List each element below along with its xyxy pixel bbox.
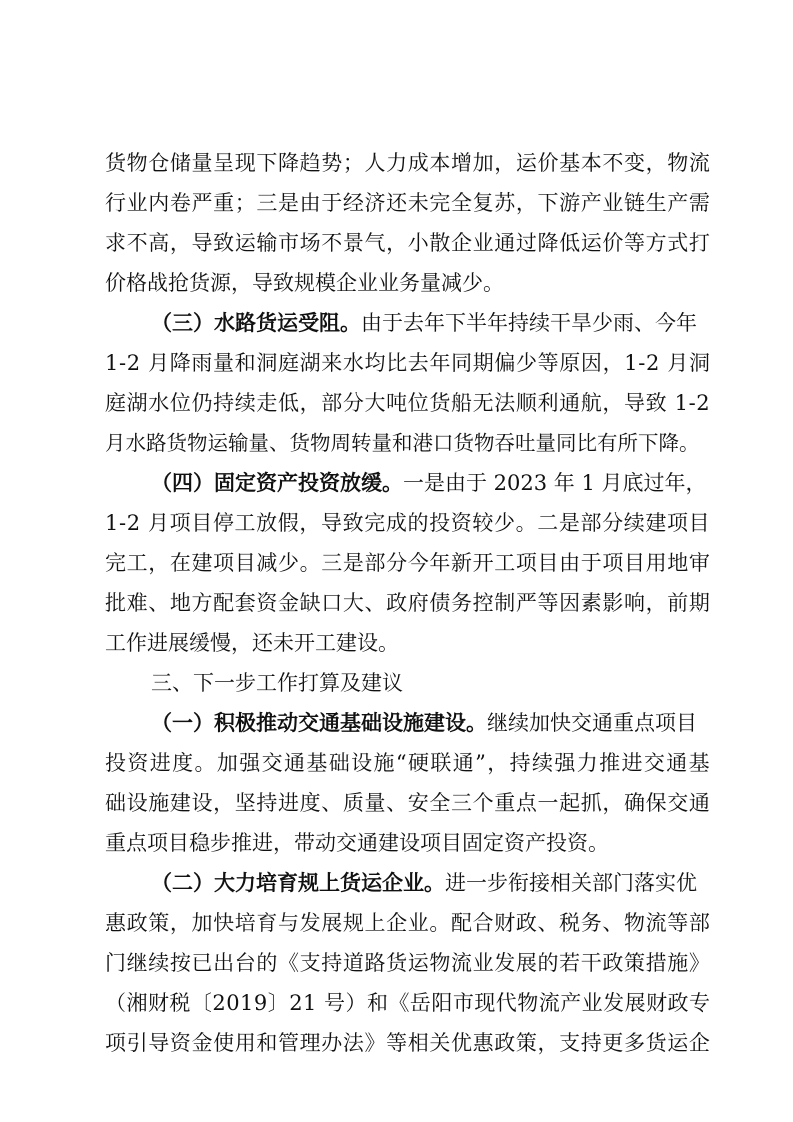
chapter-heading: 三、下一步工作打算及建议	[151, 671, 403, 695]
text-line: 础 设 施 建 设 ， 坚 持 进 度 、 质 量 、 安 全 三 个 重 点 一 起 抓 ， 确 保 交 通	[105, 791, 710, 815]
text-line: （ 湘 财 税 〔 2 0 1 9 〕 2 1 号 ） 和 《 岳 阳 市 现 代 物 流 产 业 发 展 财 政 专	[105, 991, 710, 1015]
section-heading: （三）水路货运受阻。	[151, 311, 361, 335]
text-line: 价格战抢货源，导致规模企业业务量减少。	[105, 271, 504, 295]
text-line: 批 难 、 地 方 配 套 资 金 缺 口 大 、 政 府 债 务 控 制 严 等 因 素 影 响 ， 前 期	[105, 591, 710, 615]
paragraph-6	[105, 863, 710, 1063]
text-line: 门 继 续 按 已 出 台 的 《 支 持 道 路 货 运 物 流 业 发 展 的 若 干 政 策 措 施 》	[105, 951, 710, 975]
text-line: （三）水路货运受阻。 由于去年下半年持续干旱少雨、今年	[105, 303, 710, 343]
paragraph-2	[105, 303, 710, 463]
section-heading: （一）积极推动交通基础设施建设。	[151, 711, 487, 735]
text-line: （四）固定资产投资放缓。 一是由于 2023 年 1 月底过年，	[105, 463, 710, 503]
text-line: （二）大力培育规上货运企业。 进一步衔接相关部门落实优	[105, 863, 710, 903]
text-line: 工作进展缓慢，还未开工建设。	[105, 631, 399, 655]
text-line: 重点项目稳步推进，带动交通建设项目固定资产投资。	[105, 831, 609, 855]
text-line: 货 物 仓 储 量 呈 现 下 降 趋 势 ； 人 力 成 本 增 加 ， 运 价 基 本 不 变 ， 物 流	[105, 151, 710, 175]
text-line: 月水路货物运输量、货物周转量和港口货物吞吐量同比有所下降。	[105, 431, 700, 455]
section-heading: （二）大力培育规上货运企业。	[151, 871, 445, 895]
text-line: 惠 政 策 ， 加 快 培 育 与 发 展 规 上 企 业 。 配 合 财 政 、 税 务 、 物 流 等 部	[105, 911, 710, 935]
paragraph-3	[105, 463, 710, 663]
section-heading: （四）固定资产投资放缓。	[151, 471, 403, 495]
text-line: 1 - 2 月 降 雨 量 和 洞 庭 湖 来 水 均 比 去 年 同 期 偏 少 等 原 因 ， 1 - 2 月 洞	[105, 351, 710, 375]
text-line: 行 业 内 卷 严 重 ； 三 是 由 于 经 济 还 未 完 全 复 苏 ， 下 游 产 业 链 生 产 需	[105, 191, 710, 215]
document-page	[105, 143, 710, 1063]
text-line: 完 工 ， 在 建 项 目 减 少 。 三 是 部 分 今 年 新 开 工 项 目 由 于 项 目 用 地 审	[105, 551, 710, 575]
text-line: 项 引 导 资 金 使 用 和 管 理 办 法 》 等 相 关 优 惠 政 策 ， 支 持 更 多 货 运 企	[105, 1031, 710, 1055]
text-line: 求 不 高 ， 导 致 运 输 市 场 不 景 气 ， 小 散 企 业 通 过 降 低 运 价 等 方 式 打	[105, 231, 710, 255]
paragraph-5	[105, 703, 710, 863]
text-line: 投 资 进 度 。 加 强 交 通 基 础 设 施 “ 硬 联 通 ” ， 持 续 强 力 推 进 交 通 基	[105, 751, 710, 775]
text-line: （一）积极推动交通基础设施建设。 继续加快交通重点项目	[105, 703, 710, 743]
text-line: 1 - 2 月 项 目 停 工 放 假 ， 导 致 完 成 的 投 资 较 少 。 二 是 部 分 续 建 项 目	[105, 511, 710, 535]
text-line: 庭 湖 水 位 仍 持 续 走 低 ， 部 分 大 吨 位 货 船 无 法 顺 利 通 航 ， 导 致 1 - 2	[105, 391, 710, 415]
paragraph-4	[105, 663, 710, 703]
paragraph-1	[105, 143, 710, 303]
